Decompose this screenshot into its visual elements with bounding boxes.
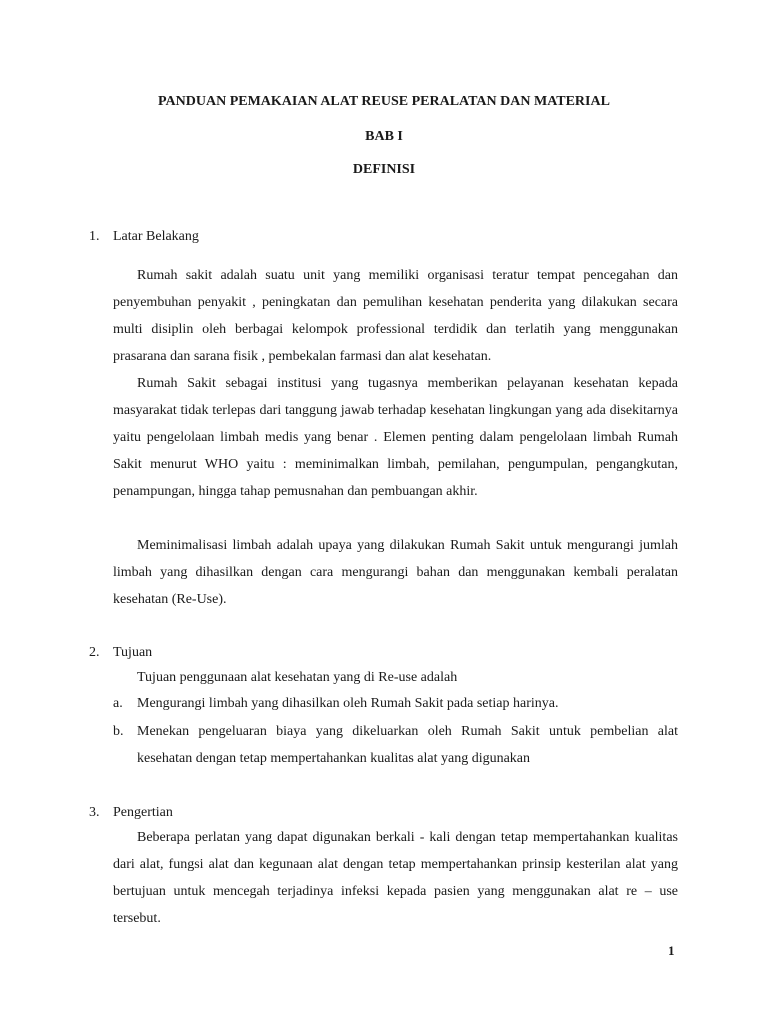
list-item-text: Mengurangi limbah yang dihasilkan oleh Rumah Sakit pada setiap harinya. [137, 696, 559, 711]
chapter-label: BAB I [365, 129, 403, 144]
section-number: 2. [89, 645, 100, 660]
list-item-text: Menekan pengeluaran biaya yang dikeluarkan oleh Rumah Sakit untuk pembelian alat kesehatan dengan tetap mempertahankan kualitas alat yang digunakan [137, 724, 678, 766]
section-heading-tujuan [89, 645, 152, 661]
list-item [113, 690, 678, 717]
section-intro: Tujuan penggunaan alat kesehatan yang di Re-use adalah [137, 670, 458, 685]
section-number: 1. [89, 229, 100, 244]
paragraph: Beberapa perlatan yang dapat digunakan berkali - kali dengan tetap mempertahankan kualitas dari alat, fungsi alat dan kegunaan alat dengan tetap mempertahankan prinsip kesterilan alat yang bertujuan untuk mencegah terjadinya infeksi kepada pasien yang menggunakan alat re – use tersebut. [113, 830, 678, 926]
list-marker: b. [113, 724, 124, 739]
document-title: PANDUAN PEMAKAIAN ALAT REUSE PERALATAN DAN MATERIAL [158, 94, 610, 109]
list-item [113, 718, 678, 772]
section-title: Latar Belakang [113, 229, 199, 244]
chapter-title: DEFINISI [352, 162, 416, 177]
paragraph: Meminimalisasi limbah adalah upaya yang dilakukan Rumah Sakit untuk mengurangi jumlah limbah yang dihasilkan dengan cara mengurangi bahan dan menggunakan kembali peralatan kesehatan (Re-Use). [113, 538, 678, 607]
list-marker: a. [113, 696, 123, 711]
section-heading-latar-belakang [89, 229, 199, 245]
section-number: 3. [89, 805, 100, 820]
paragraph: Rumah sakit adalah suatu unit yang memiliki organisasi teratur tempat pencegahan dan penyembuhan penyakit , peningkatan dan pemulihan kesehatan penderita yang dilakukan secara multi disiplin oleh berbagai kelompok professional terdidik dan terlatih yang menggunakan prasarana dan sarana fisik , pembekalan farmasi dan alat kesehatan. [113, 268, 678, 364]
page-number: 1 [668, 943, 675, 958]
section-heading-pengertian [89, 805, 173, 821]
section-title: Pengertian [113, 805, 173, 820]
paragraph: Rumah Sakit sebagai institusi yang tugasnya memberikan pelayanan kesehatan kepada masyarakat tidak terlepas dari tanggung jawab terhadap kesehatan lingkungan yang ada disekitarnya yaitu pengelolaan limbah medis yang benar . Elemen penting dalam pengelolaan limbah Rumah Sakit menurut WHO yaitu : meminimalkan limbah, pemilahan, pengumpulan, pengangkutan, penampungan, hingga tahap pemusnahan dan pembuangan akhir. [113, 376, 678, 499]
section-title: Tujuan [113, 645, 153, 660]
